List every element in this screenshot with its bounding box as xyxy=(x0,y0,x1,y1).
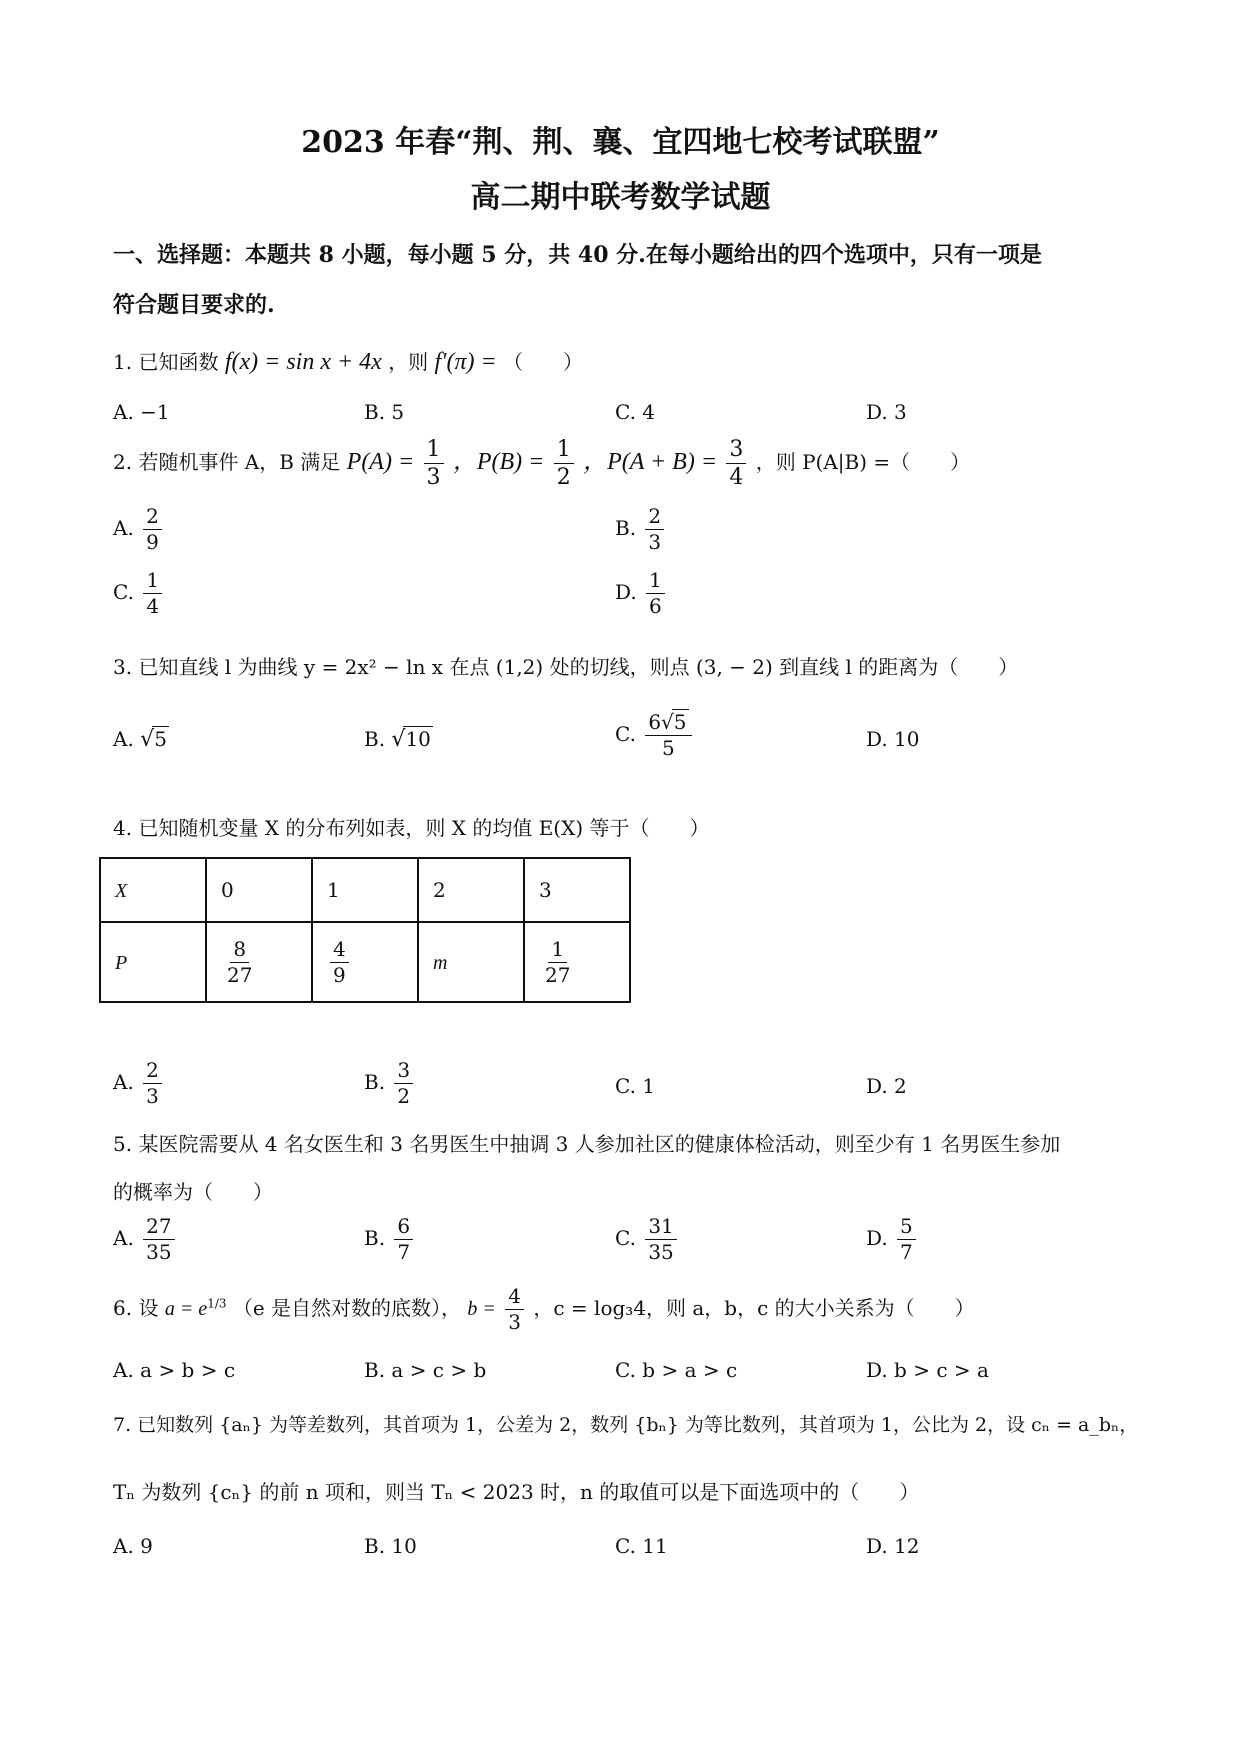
q5-option-c-num: 31 xyxy=(645,1216,676,1240)
q3-option-c-num: 6√5 xyxy=(645,712,691,736)
q4-option-d: D. 2 xyxy=(866,1074,907,1098)
q5-option-d-label: D. xyxy=(866,1226,888,1250)
q2-pb: ，P(B) = xyxy=(452,449,545,476)
q5-option-c xyxy=(615,1216,680,1263)
table-cell-x-header xyxy=(100,858,206,922)
q2-option-c-label: C. xyxy=(113,580,134,604)
q6-a-exponent: 1/3 xyxy=(207,1296,227,1311)
q2-pb-den: 2 xyxy=(556,465,571,491)
q4-option-a xyxy=(113,1060,165,1107)
q2-option-c xyxy=(113,570,165,617)
q5-option-a-num: 27 xyxy=(143,1216,174,1240)
exam-title-line1: 2023 年春“荆、荆、襄、宜四地七校考试联盟” xyxy=(301,125,940,160)
q6-option-a: A. a > b > c xyxy=(113,1358,236,1382)
p3-num: 1 xyxy=(548,939,567,963)
q2-option-a-fraction xyxy=(143,506,162,553)
q2-ask: ，则 P(A|B) =（ ） xyxy=(755,450,971,475)
q2-pa-fraction xyxy=(424,438,444,489)
table-cell xyxy=(312,922,418,1002)
table-cell: 2 xyxy=(418,858,524,922)
q2-pa-num: 1 xyxy=(424,438,444,464)
p0-num: 8 xyxy=(230,939,249,963)
q2-option-a-label: A. xyxy=(113,516,134,540)
table-cell-p-header xyxy=(100,922,206,1002)
p1-den: 9 xyxy=(333,962,346,987)
q1-option-d: D. 3 xyxy=(866,400,907,424)
q3-option-c-radicand: 5 xyxy=(673,710,687,734)
q2-option-b-num: 2 xyxy=(645,506,664,530)
question-5-line2: 的概率为（ ） xyxy=(113,1180,273,1204)
q2-pb-num: 1 xyxy=(554,438,574,464)
q2-option-c-den: 4 xyxy=(146,594,160,618)
q4-option-a-fraction xyxy=(143,1060,162,1107)
q5-option-a xyxy=(113,1216,178,1263)
q2-pa: P(A) = xyxy=(346,449,415,476)
question-5-line1: 5. 某医院需要从 4 名女医生和 3 名男医生中抽调 3 人参加社区的健康体检活动，则至少有 1 名男医生参加 xyxy=(113,1132,1061,1156)
p1-num: 4 xyxy=(330,939,349,963)
q4-option-b xyxy=(364,1060,416,1107)
q1-option-c: C. 4 xyxy=(615,400,656,424)
table-cell xyxy=(206,922,312,1002)
q5-option-b-den: 7 xyxy=(397,1240,411,1264)
q6-b-den: 3 xyxy=(508,1310,522,1334)
q2-option-c-fraction xyxy=(143,570,162,617)
question-3: 3. 已知直线 l 为曲线 y = 2x² − ln x 在点 (1,2) 处的切线，则点 (3, − 2) 到直线 l 的距离为（ ） xyxy=(113,655,1019,679)
q6-option-d: D. b > c > a xyxy=(866,1358,989,1382)
table-row xyxy=(100,858,630,922)
p2-text: m xyxy=(433,951,448,974)
q3-option-b-radicand: 10 xyxy=(405,727,431,751)
x-header-text: X xyxy=(115,879,128,902)
q5-option-c-label: C. xyxy=(615,1226,636,1250)
q2-option-d-label: D. xyxy=(615,580,637,604)
q4-option-c: C. 1 xyxy=(615,1074,656,1098)
table-row xyxy=(100,922,630,1002)
q4-option-b-fraction xyxy=(394,1060,413,1107)
q5-option-a-den: 35 xyxy=(146,1240,172,1264)
section-header-line1: 一、选择题：本题共 8 小题，每小题 5 分，共 40 分.在每小题给出的四个选项中，只有一项是 xyxy=(113,242,1042,268)
p0-den: 27 xyxy=(227,962,253,987)
question-6 xyxy=(113,1286,975,1333)
q1-ask: f′(π) = xyxy=(434,349,497,375)
q4-option-a-label: A. xyxy=(113,1070,134,1094)
q5-option-d-fraction xyxy=(897,1216,916,1263)
q3-option-c-label: C. xyxy=(615,722,636,746)
question-4: 4. 已知随机变量 X 的分布列如表，则 X 的均值 E(X) 等于（ ） xyxy=(113,816,710,840)
q2-option-c-num: 1 xyxy=(143,570,162,594)
q5-option-c-fraction xyxy=(645,1216,676,1263)
q5-option-b xyxy=(364,1216,416,1263)
q2-pb-fraction xyxy=(554,438,574,489)
q7-option-a: A. 9 xyxy=(113,1534,153,1558)
q2-pab-num: 3 xyxy=(726,438,746,464)
q6-b-num: 4 xyxy=(505,1286,524,1310)
q1-lead: 1. 已知函数 xyxy=(113,350,219,374)
q4-option-a-num: 2 xyxy=(143,1060,162,1084)
p3-den: 27 xyxy=(545,962,571,987)
q1-expression: f(x) = sin x + 4x xyxy=(224,349,382,375)
q2-option-b xyxy=(615,506,667,553)
q5-option-b-label: B. xyxy=(364,1226,386,1250)
q3-option-a-radicand: 5 xyxy=(154,727,167,751)
q5-option-d-num: 5 xyxy=(897,1216,916,1240)
q3-option-c xyxy=(615,712,695,759)
q4-option-b-label: B. xyxy=(364,1070,386,1094)
q6-b-fraction xyxy=(505,1286,524,1333)
q6-c-expr: ，c = log₃4，则 a，b，c 的大小关系为（ ） xyxy=(533,1296,975,1320)
q2-option-a-num: 2 xyxy=(143,506,162,530)
q6-option-c: C. b > a > c xyxy=(615,1358,738,1382)
q4-option-b-den: 2 xyxy=(397,1084,411,1108)
q5-option-a-fraction xyxy=(143,1216,174,1263)
distribution-table xyxy=(99,857,631,1003)
table-cell: 0 xyxy=(206,858,312,922)
q2-lead: 2. 若随机事件 A，B 满足 xyxy=(113,450,341,475)
q5-option-d-den: 7 xyxy=(900,1240,913,1264)
q5-option-d xyxy=(866,1216,919,1263)
q2-option-b-label: B. xyxy=(615,516,637,540)
table-cell xyxy=(418,922,524,1002)
q7-option-b: B. 10 xyxy=(364,1534,417,1558)
q2-option-d-den: 6 xyxy=(649,594,662,618)
q6-a-expr: a = e xyxy=(164,1298,208,1320)
q2-option-d xyxy=(615,570,668,617)
q3-option-b: B. √10 xyxy=(364,727,431,752)
q6-note: （e 是自然对数的底数）， xyxy=(232,1296,462,1320)
q2-option-b-fraction xyxy=(645,506,664,553)
question-1 xyxy=(113,346,583,376)
table-cell: 1 xyxy=(312,858,418,922)
q2-pab-fraction xyxy=(726,438,746,489)
p1-fraction xyxy=(330,936,349,987)
q5-option-a-label: A. xyxy=(113,1226,134,1250)
q3-option-d: D. 10 xyxy=(866,727,920,751)
q3-option-a: A. √5 xyxy=(113,727,167,752)
q2-option-d-fraction xyxy=(646,570,665,617)
exam-title-line2: 高二期中联考数学试题 xyxy=(470,180,771,215)
q2-option-a xyxy=(113,506,165,553)
q4-option-b-num: 3 xyxy=(394,1060,413,1084)
q3-option-a-label: A. xyxy=(113,727,134,751)
q6-b-expr: b = xyxy=(467,1298,496,1320)
section-header-line2: 符合题目要求的. xyxy=(113,292,275,318)
q1-paren: （ ） xyxy=(503,350,584,374)
question-7-line2: Tₙ 为数列 {cₙ} 的前 n 项和，则当 Tₙ < 2023 时，n 的取值可以是下面选项中的（ ） xyxy=(113,1480,920,1504)
p0-fraction xyxy=(224,936,255,987)
q6-option-b: B. a > c > b xyxy=(364,1358,487,1382)
q6-lead: 6. 设 xyxy=(113,1296,159,1320)
q7-option-d: D. 12 xyxy=(866,1534,920,1558)
q5-option-b-num: 6 xyxy=(394,1216,413,1240)
q2-option-b-den: 3 xyxy=(648,530,662,554)
q3-option-c-fraction xyxy=(645,712,691,759)
q3-option-c-den: 5 xyxy=(662,736,675,760)
table-cell: 3 xyxy=(524,858,630,922)
q2-pa-den: 3 xyxy=(426,465,441,491)
q1-option-a: A. −1 xyxy=(113,400,170,424)
q2-pab: ，P(A + B) = xyxy=(583,449,718,476)
q5-option-b-fraction xyxy=(394,1216,413,1263)
q2-option-d-num: 1 xyxy=(646,570,665,594)
q2-option-a-den: 9 xyxy=(146,530,159,554)
question-2 xyxy=(113,438,970,489)
q4-option-a-den: 3 xyxy=(146,1084,159,1108)
table-cell xyxy=(524,922,630,1002)
q7-option-c: C. 11 xyxy=(615,1534,668,1558)
q3-option-b-label: B. xyxy=(364,727,386,751)
q1-option-b: B. 5 xyxy=(364,400,405,424)
p-header-text: P xyxy=(115,951,128,974)
q1-mid: ，则 xyxy=(388,350,429,374)
q5-option-c-den: 35 xyxy=(648,1240,674,1264)
p3-fraction xyxy=(542,936,573,987)
question-7-line1: 7. 已知数列 {aₙ} 为等差数列，其首项为 1，公差为 2，数列 {bₙ} 为等比数列，其首项为 1，公比为 2，设 cₙ = a_bₙ， xyxy=(113,1414,1139,1436)
q2-pab-den: 4 xyxy=(729,465,744,491)
q3-option-c-coef: 6 xyxy=(648,710,662,734)
